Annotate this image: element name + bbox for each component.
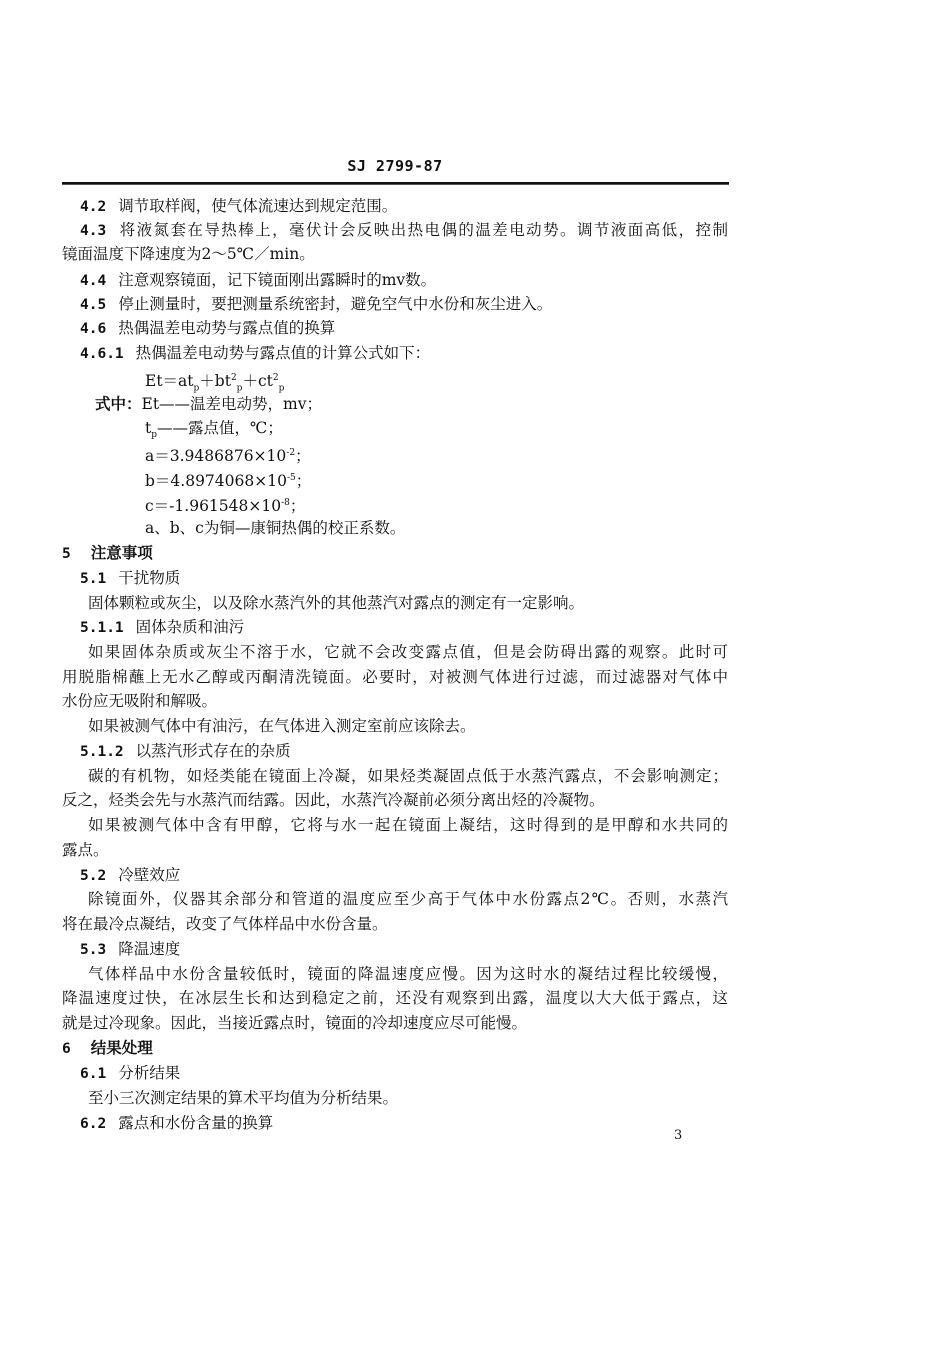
clause-number: 6.2 (80, 1116, 107, 1132)
clause-6-2 (80, 1112, 728, 1134)
punct: ； (295, 447, 311, 466)
where-label: 式中： (95, 394, 142, 413)
coef-note: a、b、c为铜—康铜热偶的校正系数。 (145, 519, 406, 537)
clause-4-3-cont: 镜面温度下降速度为2～5℃／min。 (62, 245, 315, 263)
punct: ； (289, 497, 306, 516)
paragraph-line: 如果固体杂质或灰尘不溶于水，它就不会改变露点值，但是会防碍出露的观察。此时可 (88, 643, 728, 661)
var-desc: ——露点值，℃； (157, 419, 283, 437)
clause-number: 5.3 (80, 942, 107, 958)
coef-exp: -5 (286, 473, 296, 483)
paragraph: 固体颗粒或灰尘，以及除水蒸汽外的其他蒸汽对露点的测定有一定影响。 (88, 594, 585, 612)
paragraph-line: 如果被测气体中含有甲醇，它将与水一起在镜面上凝结，这时得到的是甲醇和水共同的 (88, 816, 728, 834)
clause-4-5 (80, 293, 728, 315)
standard-code-header: SJ 2799-87 (347, 157, 443, 175)
coef-value: c＝-1.961548×10 (145, 497, 282, 516)
page-number: 3 (674, 1128, 683, 1143)
formula-sub: p (278, 383, 285, 394)
section-5 (62, 542, 728, 564)
clause-number: 5.2 (80, 868, 107, 884)
clause-text: 露点和水份含量的换算 (118, 1114, 274, 1132)
clause-text: 分析结果 (118, 1064, 181, 1082)
clause-text: 调节取样阀，使气体流速达到规定范围。 (118, 197, 398, 215)
paragraph-line: 就是过冷现象。因此，当接近露点时，镜面的冷却速度应尽可能慢。 (62, 1014, 528, 1032)
clause-5-3 (80, 938, 728, 960)
clause-number: 6.1 (80, 1066, 107, 1082)
paragraph: 如果被测气体中有油污，在气体进入测定室前应该除去。 (88, 717, 476, 735)
formula-sub: p (236, 383, 243, 394)
formula-sup: 2 (230, 373, 237, 383)
coef-a (145, 442, 728, 464)
clause-text: 热偶温差电动势与露点值的换算 (118, 319, 336, 337)
paragraph-line: 碳的有机物，如烃类能在镜面上冷凝，如果烃类凝固点低于水蒸汽露点，不会影响测定； (88, 767, 728, 785)
section-title: 注意事项 (90, 543, 153, 562)
paragraph-line: 露点。 (62, 841, 109, 859)
clause-number: 4.2 (80, 199, 107, 215)
formula (145, 367, 728, 394)
paragraph: 至小三次测定结果的算术平均值为分析结果。 (88, 1089, 399, 1107)
coef-c (145, 492, 728, 514)
clause-text: 降温速度 (118, 940, 181, 958)
punct: ； (295, 472, 312, 491)
clause-text: 注意观察镜面，记下镜面刚出露瞬时的mv数。 (118, 271, 437, 289)
section-6 (62, 1037, 728, 1059)
clause-4-6 (80, 317, 728, 339)
clause-text: 干扰物质 (118, 569, 181, 587)
paragraph-line: 水份应无吸附和解吸。 (62, 692, 218, 710)
formula-part: ＋bt (199, 372, 231, 391)
clause-number: 5.1.2 (80, 744, 124, 760)
paragraph-line: 气体样品中水份含量较低时，镜面的降温速度应慢。因为这时水的凝结过程比较缓慢， (88, 965, 728, 983)
header-rule (62, 182, 729, 185)
clause-4-2 (80, 195, 728, 217)
clause-text: 将液氮套在导热棒上，毫伏计会反映出热电偶的温差电动势。调节液面高低，控制 (118, 221, 728, 239)
clause-4-6-1 (80, 342, 728, 364)
clause-number: 4.6 (80, 321, 107, 337)
paragraph-line: 降温速度过快，在冰层生长和达到稳定之前，还没有观察到出露，温度以大大低于露点，这 (62, 989, 728, 1007)
paragraph-line: 用脱脂棉蘸上无水乙醇或丙酮清洗镜面。必要时，对被测气体进行过滤，而过滤器对气体中 (62, 668, 728, 686)
paragraph-line: 反之，烃类会先与水蒸汽而结露。因此，水蒸汽冷凝前必须分离出烃的冷凝物。 (62, 791, 605, 809)
clause-5-2 (80, 864, 728, 886)
clause-6-1 (80, 1062, 728, 1084)
coef-exp: -8 (281, 498, 290, 508)
clause-5-1-2 (80, 740, 728, 762)
formula-sup: 2 (272, 373, 279, 383)
var-sub: p (151, 430, 157, 441)
where-tp (145, 417, 728, 439)
formula-part: Et＝at (145, 372, 194, 391)
clause-text: 冷壁效应 (118, 866, 181, 884)
section-title: 结果处理 (90, 1038, 153, 1057)
coef-value: b＝4.8974068×10 (145, 472, 287, 491)
formula-sub: p (193, 383, 200, 394)
clause-5-1 (80, 567, 728, 589)
clause-text: 以蒸汽形式存在的杂质 (135, 742, 291, 760)
clause-4-3 (80, 219, 728, 241)
section-number: 5 (62, 546, 71, 562)
clause-number: 5.1 (80, 571, 107, 587)
var: t (145, 419, 152, 437)
clause-number: 4.3 (80, 223, 107, 239)
paragraph-line: 将在最冷点凝结，改变了气体样品中水份含量。 (62, 915, 388, 933)
paragraph-line: 除镜面外，仪器其余部分和管道的温度应至少高于气体中水份露点2℃。否则，水蒸汽 (88, 890, 728, 908)
coef-exp: -2 (286, 448, 296, 458)
where-et-text: Et——温差电动势，mv； (141, 395, 323, 413)
clause-4-4 (80, 269, 728, 291)
clause-number: 4.6.1 (80, 346, 124, 362)
clause-text: 停止测量时，要把测量系统密封，避免空气中水份和灰尘进入。 (118, 295, 553, 313)
clause-number: 4.4 (80, 273, 107, 289)
clause-5-1-1 (80, 616, 728, 638)
clause-number: 5.1.1 (80, 620, 124, 636)
coef-b (145, 467, 728, 489)
section-number: 6 (62, 1041, 71, 1057)
clause-text: 固体杂质和油污 (135, 618, 245, 636)
coef-value: a＝3.9486876×10 (145, 447, 287, 466)
clause-text: 热偶温差电动势与露点值的计算公式如下： (135, 344, 431, 362)
clause-number: 4.5 (80, 297, 107, 313)
formula-part: ＋ct (242, 372, 273, 391)
where-et (95, 393, 728, 415)
